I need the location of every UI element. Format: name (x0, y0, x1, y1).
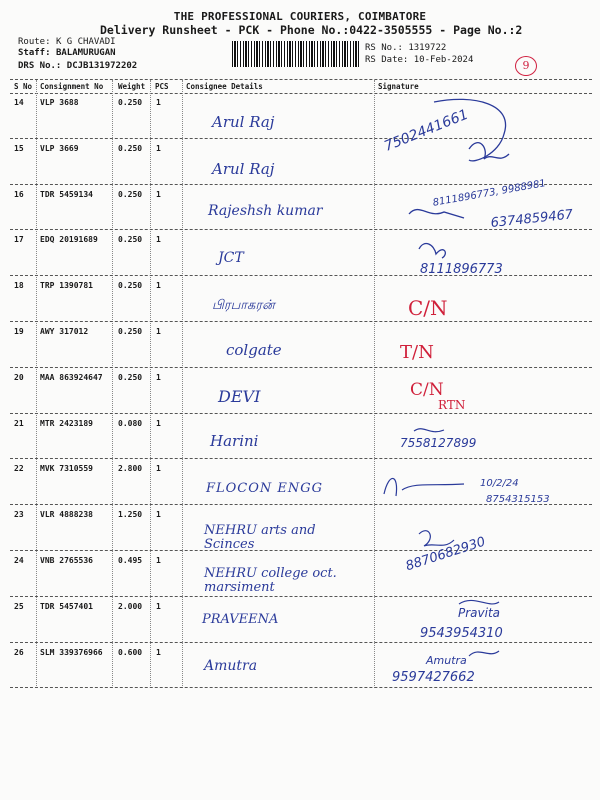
consignee-hand: PRAVEENA (202, 612, 279, 627)
pcs-value: 1 (156, 601, 161, 611)
signature-rtn: RTN (438, 398, 466, 412)
signature-phone: 9597427662 (392, 670, 475, 685)
consignee-hand: பிரபாகரன் (212, 298, 275, 313)
col-divider (112, 80, 113, 688)
company-name: THE PROFESSIONAL COURIERS, COIMBATORE (173, 10, 427, 23)
pcs-value: 1 (156, 418, 161, 428)
signature-name: Pravita (458, 606, 501, 620)
consignee-hand: NEHRU arts and Scinces (204, 523, 316, 552)
pcs-value: 1 (156, 189, 161, 199)
pcs-value: 1 (156, 281, 161, 291)
signature-strokes (374, 94, 594, 690)
weight-value: 0.250 (118, 327, 143, 336)
weight-value: 0.250 (118, 235, 143, 245)
staff-value: BALAMURUGAN (55, 48, 116, 58)
serial-number: 21 (14, 418, 24, 428)
pcs-value: 1 (156, 556, 161, 565)
weight-value: 0.250 (118, 189, 143, 199)
consignee-hand: DEVI (218, 387, 261, 406)
signature-phone: 8111896773, 9988981 (432, 178, 547, 209)
serial-number: 22 (14, 464, 24, 474)
consignee-hand: Rajeshsh kumar (208, 203, 323, 219)
serial-number: 26 (14, 647, 24, 657)
col-divider (150, 80, 151, 688)
consignment-number: SLM 339376966 (40, 647, 103, 657)
col-pcs: PCS (155, 82, 169, 91)
signature-tn: T/N (400, 342, 434, 363)
serial-number: 18 (14, 281, 24, 291)
serial-number: 23 (14, 510, 24, 520)
serial-number: 16 (14, 189, 24, 199)
weight-value: 0.250 (118, 372, 143, 382)
col-sno: S No (14, 82, 33, 91)
consignment-number: VLR 4888238 (40, 510, 93, 520)
serial-number: 14 (14, 98, 24, 107)
consignment-number: VLP 3669 (40, 143, 79, 153)
consignment-number: VLP 3688 (40, 98, 79, 107)
serial-number: 15 (14, 143, 24, 153)
pcs-value: 1 (156, 464, 161, 474)
weight-value: 0.080 (118, 418, 143, 428)
col-signature: Signature (378, 82, 419, 91)
signature-phone: 7558127899 (400, 436, 477, 450)
signature-cn: C/N (408, 296, 448, 320)
consignee-hand: Harini (210, 432, 259, 450)
signature-phone: 8870682930 (404, 534, 488, 575)
consignee-hand: Arul Raj (212, 160, 275, 178)
col-consignee: Consignee Details (186, 82, 263, 91)
drs-label: DRS No.: (18, 61, 62, 71)
consignment-number: MAA 863924647 (40, 372, 103, 382)
signature-phone: 9543954310 (420, 626, 503, 641)
consignment-number: MVK 7310559 (40, 464, 93, 474)
pcs-value: 1 (156, 235, 161, 245)
signature-name: Amutra (426, 654, 467, 667)
drs-value: DCJB131972202 (66, 61, 138, 71)
consignee-hand: NEHRU college oct. marsiment (204, 566, 337, 595)
weight-value: 1.250 (118, 510, 143, 520)
consignment-number: TDR 5459134 (40, 189, 93, 199)
serial-number: 24 (14, 556, 24, 565)
rs-date: RS Date: 10-Feb-2024 (365, 55, 474, 65)
route-value: K G CHAVADI (55, 37, 116, 47)
weight-value: 0.250 (118, 98, 143, 107)
signature-phone: 8754315153 (486, 494, 550, 505)
signature-phone: 6374859467 (490, 207, 574, 231)
signature-cn: C/N (410, 380, 444, 400)
consignee-hand: JCT (218, 250, 244, 266)
pcs-value: 1 (156, 510, 161, 520)
pcs-value: 1 (156, 327, 161, 336)
signature-phone: 7502441661 (382, 106, 471, 155)
pcs-value: 1 (156, 647, 161, 657)
weight-value: 0.250 (118, 281, 143, 291)
col-divider (182, 80, 183, 688)
circled-mark: 9 (515, 56, 537, 76)
rule (10, 79, 592, 80)
serial-number: 25 (14, 601, 24, 611)
route-label: Route: (18, 37, 51, 47)
weight-value: 0.495 (118, 556, 143, 565)
weight-value: 0.250 (118, 143, 143, 153)
weight-value: 0.600 (118, 647, 143, 657)
consignee-hand: colgate (226, 341, 282, 359)
consignment-number: VNB 2765536 (40, 556, 93, 565)
consignment-number: TDR 5457401 (40, 601, 93, 611)
col-consignment: Consignment No (40, 82, 104, 91)
staff-line (18, 48, 116, 58)
serial-number: 19 (14, 327, 24, 336)
staff-label: Staff: (18, 48, 51, 58)
consignee-hand: Arul Raj (212, 113, 275, 131)
signature-date: 10/2/24 (480, 478, 519, 489)
signature-phone: 8111896773 (420, 262, 503, 277)
weight-value: 2.800 (118, 464, 143, 474)
consignment-number: EDQ 20191689 (40, 235, 98, 245)
weight-value: 2.000 (118, 601, 143, 611)
consignment-number: AWY 317012 (40, 327, 89, 336)
consignment-number: MTR 2423189 (40, 418, 93, 428)
serial-number: 17 (14, 235, 24, 245)
pcs-value: 1 (156, 98, 161, 107)
consignment-number: TRP 1390781 (40, 281, 93, 291)
rs-number: RS No.: 1319722 (365, 43, 447, 53)
route-line (18, 37, 116, 47)
serial-number: 20 (14, 372, 24, 382)
runsheet-title: Delivery Runsheet - PCK - Phone No.:0422-3505555 - Page No.:2 (100, 23, 523, 37)
pcs-value: 1 (156, 372, 161, 382)
col-divider (36, 80, 37, 688)
consignee-hand: FLOCON ENGG (206, 481, 324, 496)
drs-line (18, 61, 137, 71)
col-weight: Weight (118, 82, 146, 91)
consignee-hand: Amutra (204, 658, 258, 674)
pcs-value: 1 (156, 143, 161, 153)
barcode (232, 41, 360, 67)
